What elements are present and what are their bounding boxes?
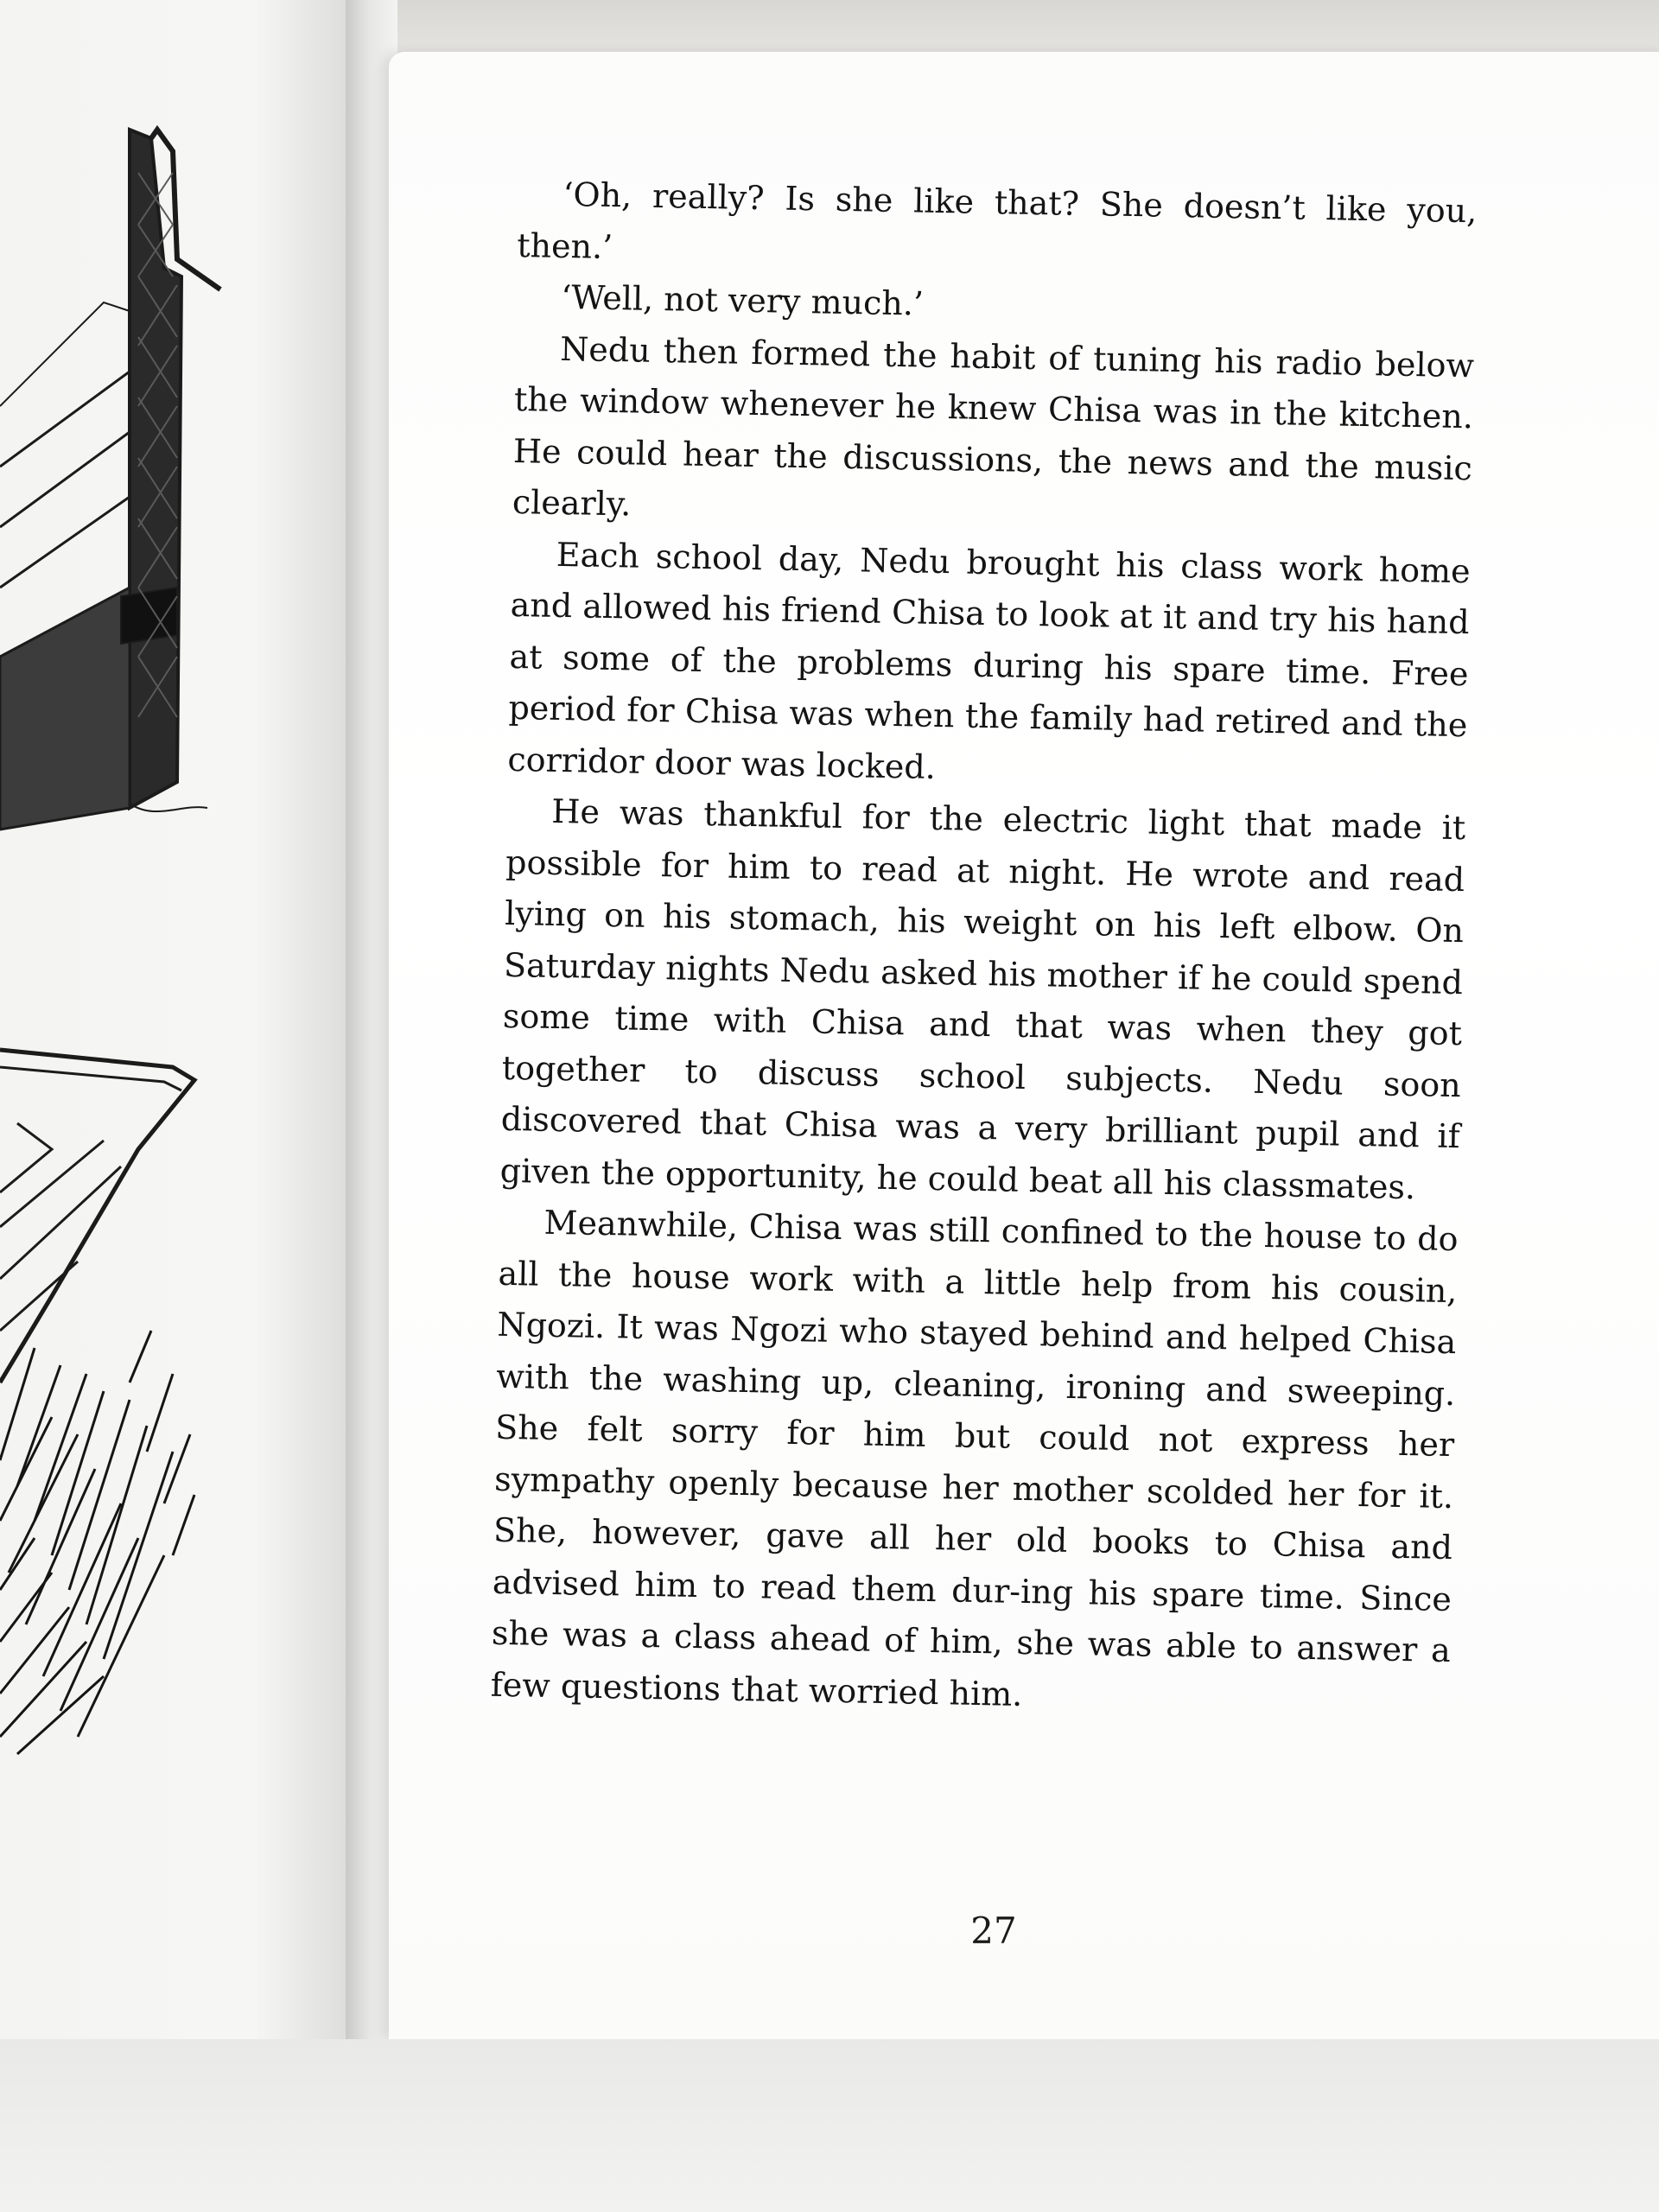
building-sketch [0, 130, 220, 830]
table-surface [0, 2039, 1659, 2212]
paragraph: Nedu then formed the habit of tuning his radio below the window whenever he knew Chisa was in the kitchen. He could hear the discussions, the news and the music clearly. [512, 329, 1475, 524]
paragraph: He was thankful for the electric light that made it possible for him to read at night. He wrote and read lying on his stomach, his weight on his left elbow. On Saturday nights Nedu asked his mother if he could spend some time with Chisa and that was when they got together to discuss school subjects. Nedu soon discovered that Chisa was a very brilliant pupil and if given the opportunity, he could beat all his classmates. [499, 791, 1466, 1206]
left-page-illustration [0, 0, 363, 2039]
roof-sketch [0, 1050, 194, 1382]
paragraph: Each school day, Nedu brought his class work home and allowed his friend Chisa to look at it and try his hand at some of the problems during his spare time. Free period for Chisa was when the family had retired and the corridor door was locked. [507, 535, 1471, 786]
pen-drawing-illustration [0, 0, 363, 2039]
grass-hatching [0, 1331, 194, 1754]
paragraph: ‘Oh, really? Is she like that? She doesn’t like you, then.’ [516, 175, 1478, 266]
page-text [490, 168, 1478, 1728]
page-number: 27 [970, 1910, 1017, 1952]
paragraph: ‘Well, not very much.’ [560, 277, 925, 323]
paragraph: Meanwhile, Chisa was still confined to the house to do all the house work with a little help from his cousin, Ngozi. It was Ngozi who stayed behind and helped Chisa with the washing up, cleaning, ironing and sweeping. She felt sorry for him but could not express her sympathy openly because her mother scolded her for it. She, however, gave all her old books to Chisa and advised him to read them dur-ing his spare time. Since she was a class ahead of him, she was able to answer a few questions that worried him. [490, 1203, 1459, 1713]
